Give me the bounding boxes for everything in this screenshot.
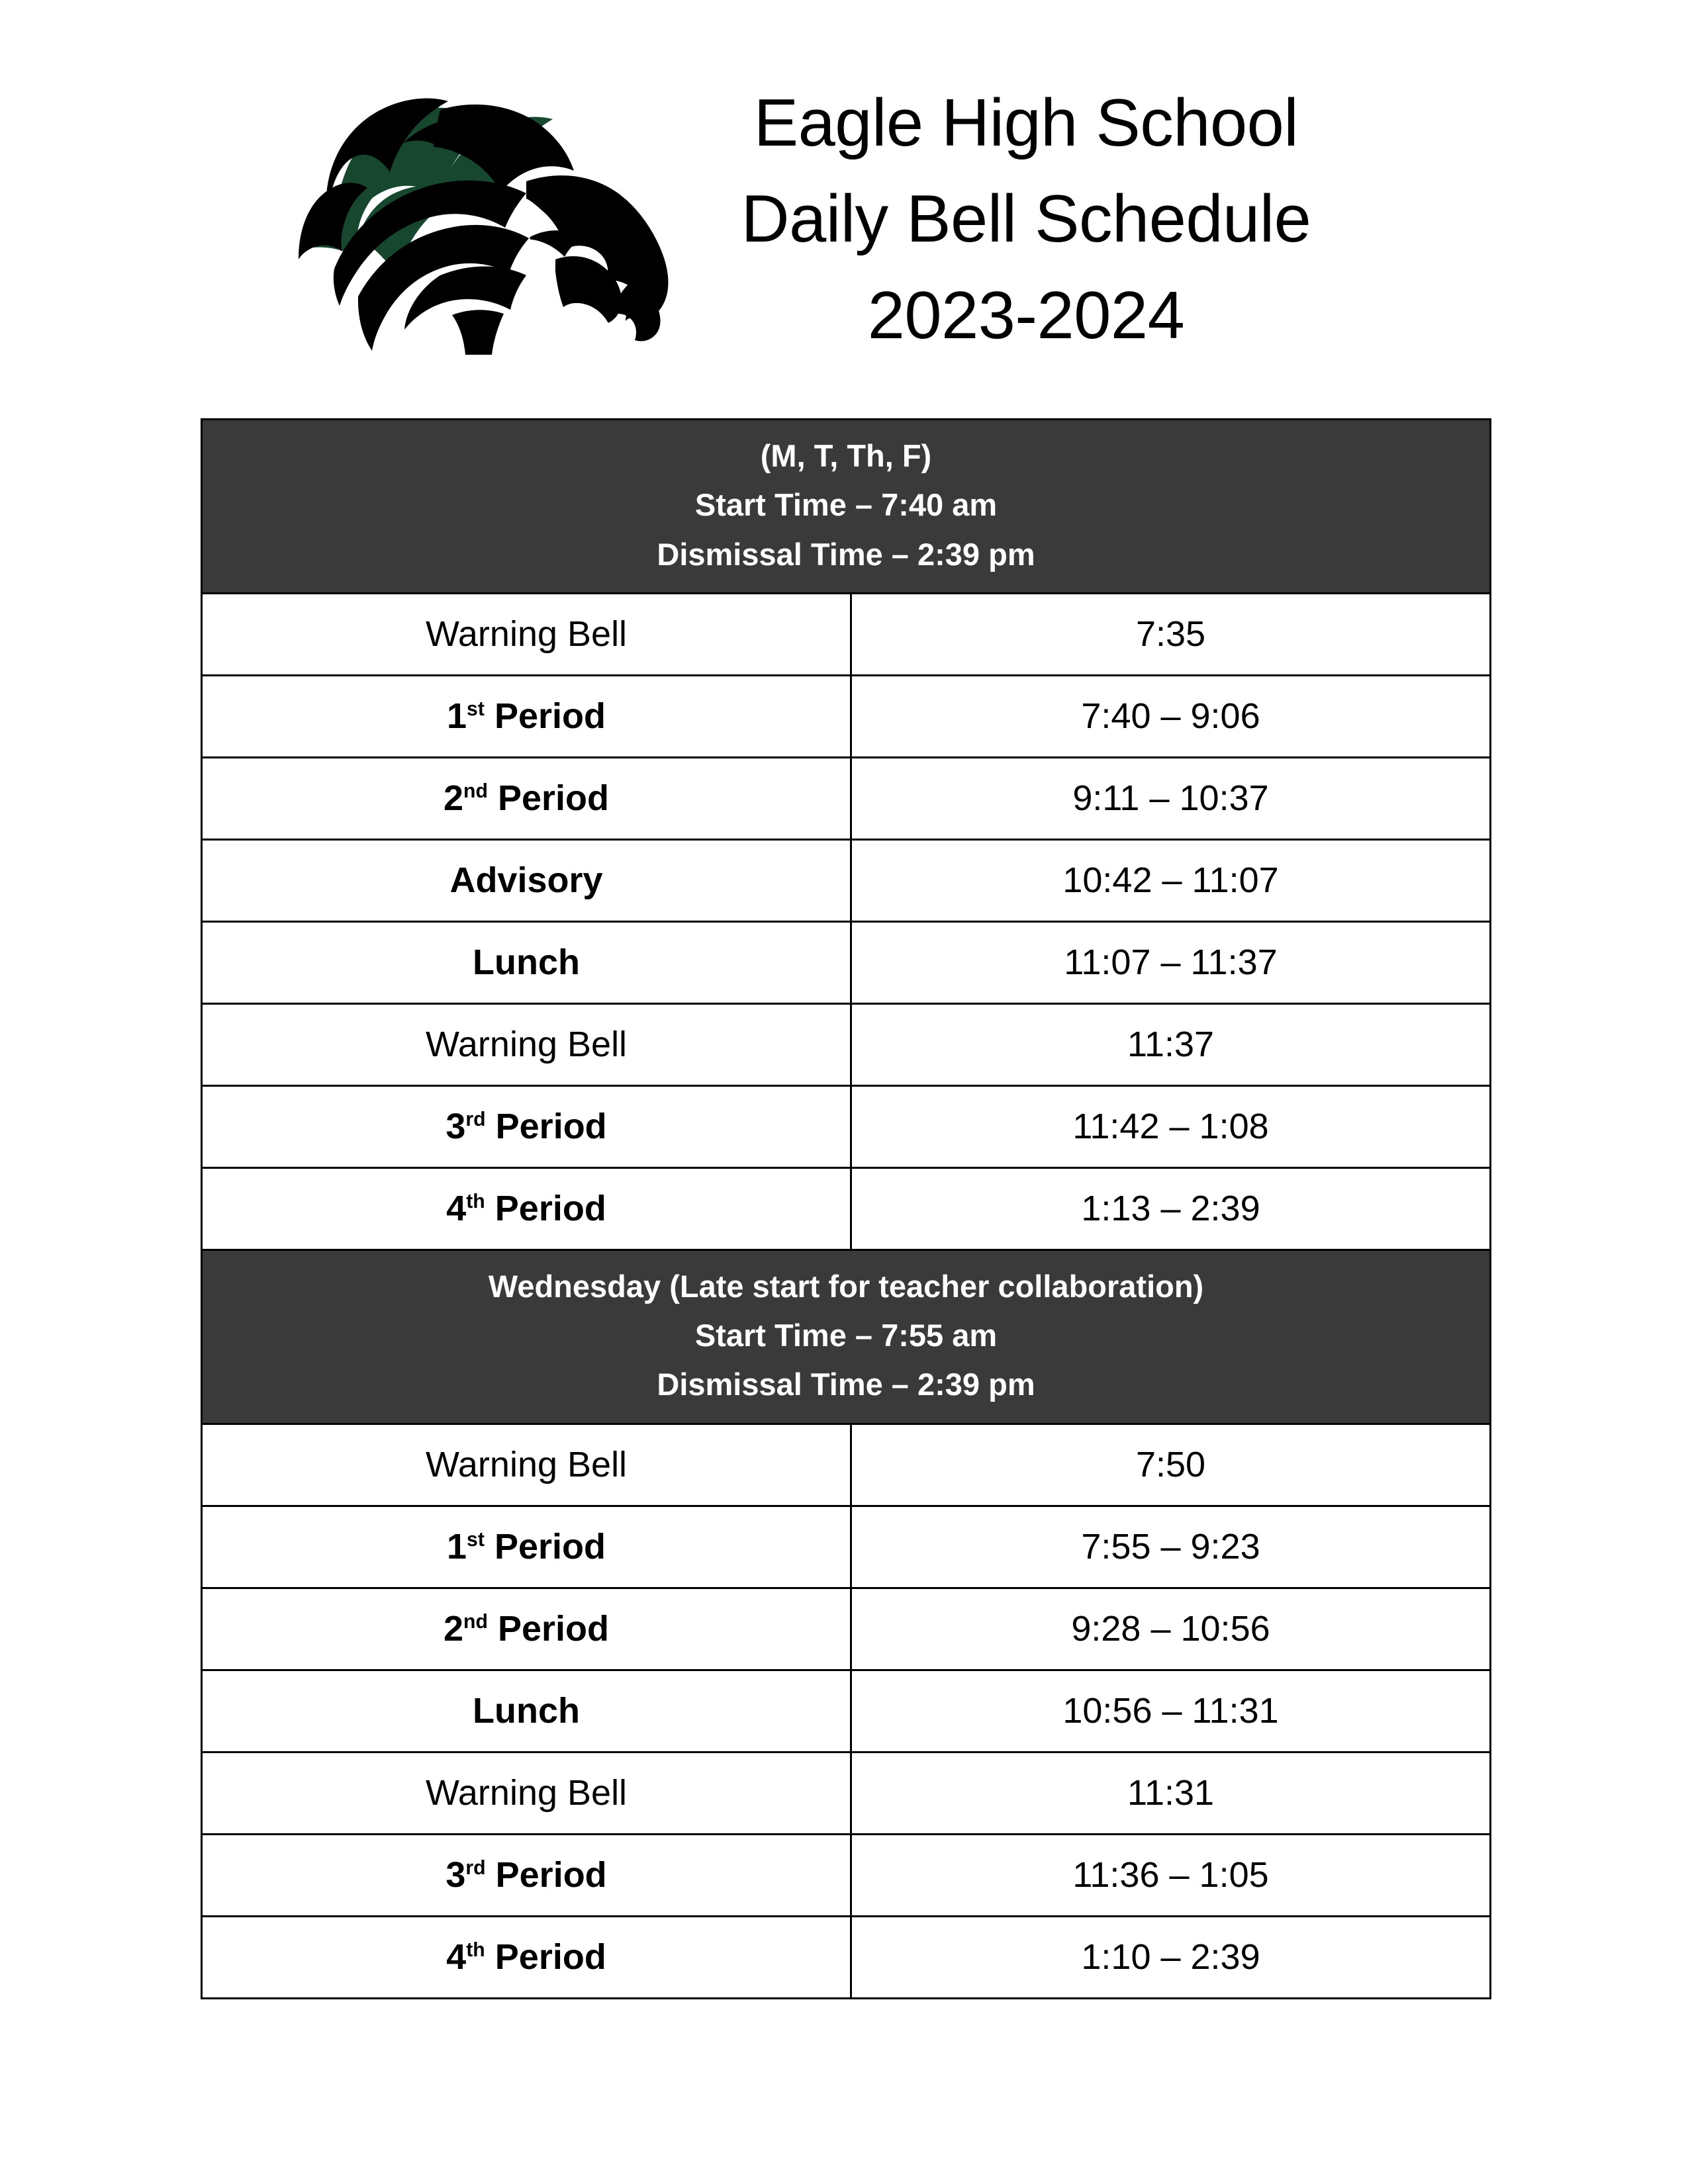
table-row	[202, 1588, 1491, 1670]
period-label	[447, 1527, 606, 1567]
period-time: 11:36 – 1:05	[1072, 1855, 1269, 1895]
period-time-cell	[851, 1506, 1491, 1588]
period-label-cell	[202, 839, 851, 921]
period-ordinal-number: 3	[445, 1107, 466, 1147]
period-time-cell	[851, 675, 1491, 757]
period-ordinal-suffix: st	[467, 698, 485, 721]
table-row	[202, 1670, 1491, 1752]
period-label-word: Period	[495, 1855, 607, 1895]
period-label	[446, 1937, 606, 1977]
period-time: 7:35	[1135, 614, 1206, 655]
period-label-cell	[202, 1670, 851, 1752]
period-ordinal-suffix: rd	[465, 1857, 486, 1879]
section-header-line: Start Time – 7:40 am	[694, 487, 998, 523]
period-ordinal-suffix: st	[467, 1529, 485, 1551]
period-time-cell	[851, 1916, 1491, 1998]
period-label-cell	[202, 593, 851, 675]
period-label-word: Period	[494, 1937, 606, 1977]
period-label-cell	[202, 1167, 851, 1250]
period-ordinal-suffix: th	[466, 1939, 485, 1961]
period-time: 1:13 – 2:39	[1081, 1189, 1260, 1229]
period-label-cell	[202, 1003, 851, 1085]
period-time: 10:42 – 11:07	[1062, 860, 1279, 901]
period-ordinal-suffix: rd	[465, 1109, 486, 1131]
period-time-cell	[851, 593, 1491, 675]
period-ordinal-suffix: th	[466, 1191, 485, 1213]
period-label	[444, 1609, 609, 1649]
period-label-cell	[202, 1916, 851, 1998]
table-row	[202, 757, 1491, 839]
period-label	[447, 696, 606, 736]
period-label-cell	[202, 1752, 851, 1834]
period-label-cell	[202, 1588, 851, 1670]
table-row	[202, 839, 1491, 921]
period-label-cell	[202, 1424, 851, 1506]
period-label-cell	[202, 1834, 851, 1916]
period-label-cell	[202, 675, 851, 757]
document-masthead	[0, 64, 1688, 375]
period-time: 7:50	[1135, 1445, 1206, 1484]
title-line-school: Eagle High School	[753, 86, 1299, 160]
period-label: Warning Bell	[425, 1024, 628, 1065]
period-time-cell	[851, 1085, 1491, 1167]
section-header-line: Dismissal Time – 2:39 pm	[657, 536, 1035, 572]
period-ordinal-number: 2	[443, 778, 464, 819]
period-label-cell	[202, 757, 851, 839]
period-time-cell	[851, 1003, 1491, 1085]
table-row	[202, 1085, 1491, 1167]
period-label: Warning Bell	[425, 1773, 628, 1813]
table-row	[202, 1752, 1491, 1834]
table-row	[202, 1506, 1491, 1588]
period-time-cell	[851, 1424, 1491, 1506]
table-row	[202, 593, 1491, 675]
table-row	[202, 921, 1491, 1003]
period-label: Warning Bell	[425, 614, 628, 655]
period-label: Advisory	[449, 860, 603, 901]
bell-schedule-table	[201, 418, 1491, 1999]
table-row	[202, 1424, 1491, 1506]
page-title	[698, 75, 1354, 364]
title-line-year: 2023-2024	[867, 278, 1185, 353]
period-ordinal-suffix: nd	[463, 780, 488, 803]
period-time: 11:42 – 1:08	[1072, 1107, 1269, 1147]
period-label	[444, 778, 609, 818]
period-time-cell	[851, 1167, 1491, 1250]
period-label	[446, 1189, 606, 1228]
period-ordinal-number: 1	[447, 1527, 467, 1567]
period-label-word: Period	[495, 1107, 607, 1147]
period-label-word: Period	[494, 1189, 606, 1229]
section-header-line: Wednesday (Late start for teacher collaboration)	[488, 1268, 1204, 1304]
period-time-cell	[851, 757, 1491, 839]
period-time-cell	[851, 1588, 1491, 1670]
section-header-line: Dismissal Time – 2:39 pm	[657, 1367, 1035, 1402]
schedule-section-header	[202, 1250, 1491, 1424]
period-ordinal-number: 4	[446, 1937, 467, 1977]
period-label-cell	[202, 1506, 851, 1588]
period-time-cell	[851, 839, 1491, 921]
period-label-cell	[202, 1085, 851, 1167]
period-ordinal-suffix: nd	[463, 1611, 488, 1633]
period-time: 11:37	[1127, 1024, 1215, 1065]
period-time-cell	[851, 921, 1491, 1003]
period-time-cell	[851, 1834, 1491, 1916]
schedule-section-header	[202, 420, 1491, 594]
section-header-cell	[202, 1250, 1491, 1424]
section-header-line: Start Time – 7:55 am	[694, 1318, 998, 1353]
table-row	[202, 1916, 1491, 1998]
table-row	[202, 1167, 1491, 1250]
period-time: 7:40 – 9:06	[1081, 696, 1260, 737]
period-time: 11:07 – 11:37	[1064, 942, 1278, 983]
table-row	[202, 1003, 1491, 1085]
period-label: Lunch	[473, 1691, 580, 1731]
period-ordinal-number: 4	[446, 1189, 467, 1229]
period-label	[445, 1107, 606, 1146]
period-label: Warning Bell	[425, 1445, 628, 1484]
period-label: Lunch	[473, 942, 580, 983]
title-line-subject: Daily Bell Schedule	[741, 182, 1311, 257]
period-time: 11:31	[1127, 1773, 1215, 1813]
mustang-head-logo	[242, 70, 679, 355]
section-header-cell	[202, 420, 1491, 594]
period-label-word: Period	[494, 1527, 606, 1567]
period-label-word: Period	[497, 1609, 610, 1649]
period-time-cell	[851, 1752, 1491, 1834]
table-row	[202, 1834, 1491, 1916]
period-time: 9:28 – 10:56	[1071, 1609, 1270, 1649]
period-label	[445, 1855, 606, 1895]
period-time-cell	[851, 1670, 1491, 1752]
section-header-line: (M, T, Th, F)	[760, 438, 932, 473]
period-ordinal-number: 1	[447, 696, 467, 737]
table-row	[202, 675, 1491, 757]
period-ordinal-number: 2	[443, 1609, 464, 1649]
period-time: 7:55 – 9:23	[1081, 1527, 1260, 1567]
period-time: 1:10 – 2:39	[1081, 1937, 1260, 1977]
period-time: 10:56 – 11:31	[1062, 1691, 1279, 1731]
period-time: 9:11 – 10:37	[1072, 778, 1269, 819]
period-label-cell	[202, 921, 851, 1003]
period-ordinal-number: 3	[445, 1855, 466, 1895]
period-label-word: Period	[497, 778, 610, 819]
period-label-word: Period	[494, 696, 606, 737]
